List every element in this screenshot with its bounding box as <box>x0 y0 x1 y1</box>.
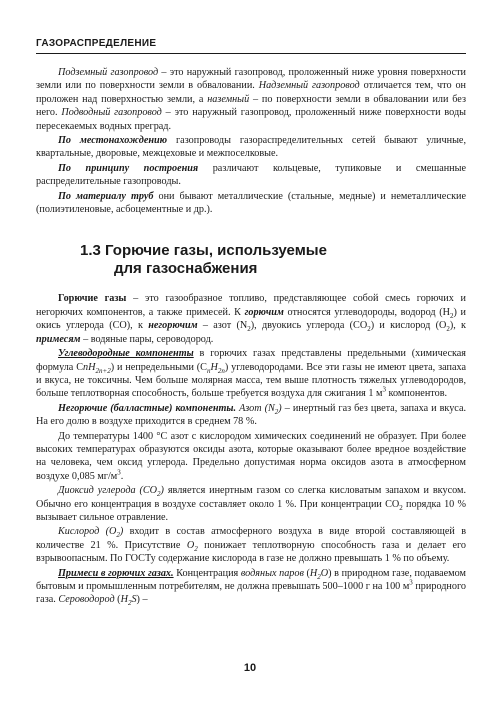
subscript: 2 <box>399 503 403 512</box>
subscript: n <box>206 366 211 375</box>
text: различают кольцевые, тупиковые и смешанные распределительные газопроводы. <box>36 162 466 188</box>
formula-part: H <box>210 361 218 373</box>
paragraph-impurities <box>36 567 466 607</box>
term-carbon-dioxide-end: ) <box>160 485 164 497</box>
paragraph-hydrocarbon-components <box>36 347 466 401</box>
header-rule <box>36 53 466 54</box>
term-combustible: горючим <box>244 306 284 318</box>
subscript: 2 <box>449 311 454 320</box>
text: компонентов. <box>385 388 448 400</box>
text: ), к <box>449 320 467 332</box>
text: ) и окись углерода (CO), к <box>36 306 466 332</box>
paragraph-by-location <box>36 134 466 161</box>
formula-part: H <box>120 594 128 606</box>
term-underground-pipeline: Подземный газопровод <box>58 67 159 78</box>
superscript: 3 <box>409 578 413 587</box>
text: в горючих газах представлены предельными (химическая формула C <box>36 348 466 373</box>
text: порядка 10 % вызывает сильное отравление. <box>36 498 467 523</box>
text: – инертный газ без цвета, запаха и вкуса. На его долю в воздухе приходится в среднем 78 %. <box>36 402 467 428</box>
text: ), двуокись углерода (CO <box>250 320 368 332</box>
term-ballast-components: Негорючие (балластные) компоненты. <box>58 402 237 414</box>
text: они бывают металлические (стальные, медные) и неметаллические (полиэтиленовые, асбоцементные и др.). <box>36 190 466 216</box>
term-oxygen: Кислород (O <box>58 526 117 538</box>
text: – азот (N <box>197 320 248 332</box>
section-title-line-1: 1.3 Горючие газы, используемые <box>80 242 327 260</box>
paragraph-by-construction <box>36 162 466 189</box>
subscript: 2 <box>367 325 371 334</box>
text: является инертным газом со слегка кисловатым запахом и вкусом. Обычно его концентрация в воздухе составляет около 1 %. При концентрации CO <box>36 485 466 510</box>
term-underwater-pipeline: Подводный газопровод <box>61 107 162 119</box>
paragraph-by-material <box>36 190 466 217</box>
text: ( <box>303 567 310 579</box>
subscript: 2 <box>116 531 120 540</box>
text: – водяные пары, сероводород. <box>80 333 214 345</box>
term-overground-pipeline: Надземный газопровод <box>258 80 360 92</box>
section-title-line-2: для газоснабжения <box>114 260 258 278</box>
text: – это газообразное топливо, представляющее собой смесь горючих и негорючих компонентов, а также примесей. К <box>36 293 466 318</box>
superscript: 3 <box>117 468 121 477</box>
text: ) углеводородами. Все эти газы не имеют цвета, запаха и вкуса, не токсичны. Чем больше молярная масса, тем выше плотность тяжелых углеводородов, больше теплотворная способность, больше требуется воздуха для сжигания 1 м <box>36 361 466 400</box>
page-number: 10 <box>243 662 257 674</box>
term-oxygen-end: ) <box>119 526 124 538</box>
paragraph-non-combustible <box>36 402 466 429</box>
term-nitrogen-end: ) <box>278 402 282 414</box>
text: – это наружный газопровод, проложенный ниже уровня поверхности земли или по поверхности земли в обваловании. <box>36 67 466 92</box>
page-body <box>36 66 466 608</box>
formula-part: H <box>309 567 318 579</box>
term-hydrocarbon-components: Углеводородные компоненты <box>58 348 194 360</box>
text: входит в состав атмосферного воздуха в виде второй составляющей в количестве 21 %. Присутствие <box>36 526 467 551</box>
term-carbon-dioxide: Диоксид углерода (CO <box>58 485 158 497</box>
formula-part: O <box>186 539 195 551</box>
term-ground-pipeline: наземный <box>207 93 250 105</box>
text: природного газа. <box>36 581 466 606</box>
text: ) и непредельными (C <box>110 361 207 373</box>
text: . <box>120 470 124 482</box>
term-nitrogen: Азот (N <box>239 402 275 414</box>
section-heading <box>80 242 466 278</box>
text: До температуры 1400 °C азот с кислородом химических соединений не образует. При более высоких температурах образуются оксиды азота, которые оказывают более вредное воздействие на человека, чем оксид углерода. Предельно допустимая норма оксидов азота в атмосферном воздухе 0,085 мг/м <box>36 430 466 482</box>
text: ) – <box>136 594 148 606</box>
text: отличается тем, что он проложен над поверхностью земли, а <box>36 80 466 105</box>
text: – это наружный газопровод, проложенный ниже поверхности воды пересекаемых водных преград. <box>36 107 466 132</box>
text: ) и кислород (O <box>370 320 447 332</box>
formula-part: n <box>83 361 89 373</box>
text: понижает теплотворную способность газа и делает его взрывоопасным. По ГОСТу содержание кислорода в газе не должно превышать 1 % по объему. <box>36 539 466 565</box>
subscript: 2n+2 <box>95 366 111 375</box>
running-header <box>36 38 466 54</box>
subscript: 2 <box>247 325 251 334</box>
subscript: 2 <box>274 407 279 416</box>
text: Концентрация <box>173 567 241 579</box>
paragraph-carbon-dioxide <box>36 484 466 524</box>
text: относятся углеводороды, водород (H <box>283 306 450 318</box>
text: газопроводы газораспределительных сетей бывают уличные, квартальные, дворовые, межцеховые и межпоселковые. <box>36 135 466 160</box>
term-water-vapor: водяных паров <box>240 567 304 579</box>
formula-part: H <box>88 361 96 373</box>
term-combustible-gases: Горючие газы <box>58 293 127 305</box>
term-by-material: По материалу труб <box>58 190 154 202</box>
subscript: 2 <box>317 572 321 581</box>
header-title: ГАЗОРАСПРЕДЕЛЕНИЕ <box>36 38 157 49</box>
term-impurities-heading: Примеси в горючих газах. <box>58 567 174 579</box>
paragraph-combustible-gases <box>36 292 466 346</box>
text: – по поверхности земли в обваловании или без него. <box>36 93 466 119</box>
subscript: 2 <box>446 325 450 334</box>
term-impurities: примесям <box>36 333 81 345</box>
text: ) в природном газе, подаваемом бытовым и промышленным потребителям, не должна превышать 500–1000 г на 100 м <box>36 567 466 592</box>
paragraph-pipeline-types <box>36 66 466 133</box>
paragraph-nitrogen-temperature <box>36 430 466 484</box>
subscript: 2 <box>194 544 198 553</box>
formula-part: O <box>320 567 329 579</box>
term-by-construction: По принципу построения <box>58 162 199 174</box>
subscript: 2 <box>157 490 161 499</box>
paragraph-oxygen <box>36 525 466 565</box>
subscript: 2n <box>217 366 225 375</box>
formula-part: S <box>131 594 137 606</box>
term-non-combustible: негорючим <box>148 320 198 332</box>
text: ( <box>114 594 121 606</box>
subscript: 2 <box>127 599 132 608</box>
superscript: 3 <box>382 385 386 394</box>
term-hydrogen-sulfide: Сероводород <box>58 594 115 606</box>
term-by-location: По местонахождению <box>58 135 168 147</box>
